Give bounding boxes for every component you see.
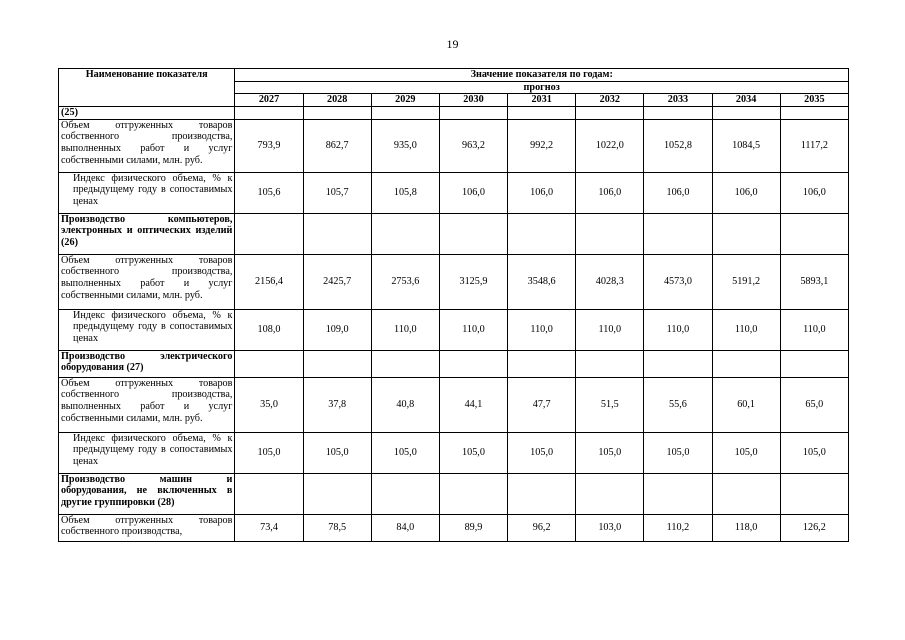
value-cell: 105,0 bbox=[508, 432, 576, 473]
value-cell bbox=[371, 107, 439, 120]
value-cell bbox=[439, 350, 507, 377]
value-cell: 110,0 bbox=[439, 309, 507, 350]
value-cell: 105,0 bbox=[371, 432, 439, 473]
year-header-cell: 2032 bbox=[576, 94, 644, 107]
year-header-cell: 2029 bbox=[371, 94, 439, 107]
value-cell: 110,0 bbox=[508, 309, 576, 350]
table-row bbox=[59, 377, 849, 432]
value-cell bbox=[576, 107, 644, 120]
indicator-name-cell: Производство компьютеров, электронных и оптических изделий (26) bbox=[59, 213, 235, 254]
year-header-cell: 2031 bbox=[508, 94, 576, 107]
value-cell bbox=[235, 350, 303, 377]
value-cell bbox=[235, 473, 303, 514]
year-header-cell: 2028 bbox=[303, 94, 371, 107]
indicator-name-cell: Индекс физического объема, % к предыдущему году в сопоставимых ценах bbox=[59, 172, 235, 213]
value-cell bbox=[508, 213, 576, 254]
value-cell: 4028,3 bbox=[576, 254, 644, 309]
value-cell: 5191,2 bbox=[712, 254, 780, 309]
table-row bbox=[59, 309, 849, 350]
value-cell bbox=[303, 473, 371, 514]
table-row bbox=[59, 254, 849, 309]
table-row bbox=[59, 107, 849, 120]
value-cell: 110,2 bbox=[644, 514, 712, 541]
value-cell bbox=[712, 213, 780, 254]
value-cell: 5893,1 bbox=[780, 254, 848, 309]
indicator-name-cell: Индекс физического объема, % к предыдущему году в сопоставимых ценах bbox=[59, 432, 235, 473]
indicator-name-cell: Объем отгруженных товаров собственного производства, выполненных работ и услуг собственными силами, млн. руб. bbox=[59, 377, 235, 432]
value-cell: 65,0 bbox=[780, 377, 848, 432]
indicator-name-cell: Производство электрического оборудования (27) bbox=[59, 350, 235, 377]
value-cell: 109,0 bbox=[303, 309, 371, 350]
value-cell: 78,5 bbox=[303, 514, 371, 541]
value-cell: 84,0 bbox=[371, 514, 439, 541]
value-cell bbox=[644, 473, 712, 514]
value-cell: 1117,2 bbox=[780, 119, 848, 172]
value-cell: 108,0 bbox=[235, 309, 303, 350]
value-cell: 55,6 bbox=[644, 377, 712, 432]
value-cell bbox=[371, 350, 439, 377]
indicator-name-cell: Объем отгруженных товаров собственного производства, bbox=[59, 514, 235, 541]
indicator-name-cell: Объем отгруженных товаров собственного производства, выполненных работ и услуг собственными силами, млн. руб. bbox=[59, 119, 235, 172]
value-cell: 73,4 bbox=[235, 514, 303, 541]
value-cell bbox=[644, 350, 712, 377]
table-row bbox=[59, 432, 849, 473]
value-cell bbox=[371, 213, 439, 254]
year-header-cell: 2030 bbox=[439, 94, 507, 107]
table-row bbox=[59, 514, 849, 541]
value-cell: 105,0 bbox=[303, 432, 371, 473]
value-cell: 992,2 bbox=[508, 119, 576, 172]
value-cell: 106,0 bbox=[576, 172, 644, 213]
year-header-cell: 2035 bbox=[780, 94, 848, 107]
value-cell: 96,2 bbox=[508, 514, 576, 541]
page-number: 19 bbox=[446, 37, 459, 51]
value-cell: 118,0 bbox=[712, 514, 780, 541]
value-cell bbox=[712, 107, 780, 120]
value-cell bbox=[508, 350, 576, 377]
value-cell: 105,0 bbox=[780, 432, 848, 473]
value-cell: 2156,4 bbox=[235, 254, 303, 309]
value-cell: 51,5 bbox=[576, 377, 644, 432]
indicator-name-cell: Производство машин и оборудования, не включенных в другие группировки (28) bbox=[59, 473, 235, 514]
value-cell: 103,0 bbox=[576, 514, 644, 541]
value-cell bbox=[235, 107, 303, 120]
value-cell bbox=[780, 473, 848, 514]
value-cell: 106,0 bbox=[780, 172, 848, 213]
value-cell: 106,0 bbox=[508, 172, 576, 213]
value-cell bbox=[439, 213, 507, 254]
value-cell bbox=[780, 350, 848, 377]
value-cell: 105,7 bbox=[303, 172, 371, 213]
year-header-cell: 2033 bbox=[644, 94, 712, 107]
indicator-name-header: Наименование показателя bbox=[59, 69, 235, 107]
table-row bbox=[59, 172, 849, 213]
value-cell bbox=[712, 350, 780, 377]
forecast-header: прогноз bbox=[235, 81, 849, 94]
value-cell: 37,8 bbox=[303, 377, 371, 432]
value-cell: 47,7 bbox=[508, 377, 576, 432]
value-cell: 89,9 bbox=[439, 514, 507, 541]
value-cell: 35,0 bbox=[235, 377, 303, 432]
value-cell bbox=[576, 473, 644, 514]
value-cell: 105,8 bbox=[371, 172, 439, 213]
value-cell bbox=[644, 213, 712, 254]
table-body bbox=[59, 107, 849, 542]
table-row bbox=[59, 213, 849, 254]
value-cell: 40,8 bbox=[371, 377, 439, 432]
value-cell bbox=[439, 473, 507, 514]
value-cell bbox=[576, 213, 644, 254]
value-cell: 1084,5 bbox=[712, 119, 780, 172]
table-row bbox=[59, 473, 849, 514]
value-cell: 1052,8 bbox=[644, 119, 712, 172]
value-cell bbox=[576, 350, 644, 377]
value-cell: 105,0 bbox=[439, 432, 507, 473]
indicator-name-cell: (25) bbox=[59, 107, 235, 120]
value-cell: 110,0 bbox=[576, 309, 644, 350]
value-cell bbox=[712, 473, 780, 514]
value-cell bbox=[303, 213, 371, 254]
value-cell: 862,7 bbox=[303, 119, 371, 172]
value-cell: 3548,6 bbox=[508, 254, 576, 309]
value-cell bbox=[235, 213, 303, 254]
value-cell bbox=[644, 107, 712, 120]
value-cell bbox=[508, 107, 576, 120]
value-cell: 963,2 bbox=[439, 119, 507, 172]
value-cell: 106,0 bbox=[712, 172, 780, 213]
values-by-year-header: Значение показателя по годам: bbox=[235, 69, 849, 82]
value-cell bbox=[508, 473, 576, 514]
value-cell: 935,0 bbox=[371, 119, 439, 172]
value-cell bbox=[303, 107, 371, 120]
value-cell: 110,0 bbox=[644, 309, 712, 350]
value-cell: 105,0 bbox=[576, 432, 644, 473]
table-row bbox=[59, 350, 849, 377]
forecast-table bbox=[58, 68, 849, 542]
value-cell: 105,0 bbox=[712, 432, 780, 473]
value-cell bbox=[371, 473, 439, 514]
value-cell: 3125,9 bbox=[439, 254, 507, 309]
value-cell bbox=[780, 213, 848, 254]
value-cell: 110,0 bbox=[712, 309, 780, 350]
value-cell: 105,0 bbox=[644, 432, 712, 473]
value-cell: 110,0 bbox=[371, 309, 439, 350]
indicator-name-cell: Объем отгруженных товаров собственного производства, выполненных работ и услуг собственными силами, млн. руб. bbox=[59, 254, 235, 309]
value-cell: 105,0 bbox=[235, 432, 303, 473]
value-cell: 105,6 bbox=[235, 172, 303, 213]
value-cell bbox=[439, 107, 507, 120]
value-cell: 126,2 bbox=[780, 514, 848, 541]
value-cell: 1022,0 bbox=[576, 119, 644, 172]
value-cell bbox=[780, 107, 848, 120]
value-cell: 2425,7 bbox=[303, 254, 371, 309]
table-row bbox=[59, 119, 849, 172]
value-cell: 2753,6 bbox=[371, 254, 439, 309]
value-cell: 106,0 bbox=[644, 172, 712, 213]
indicator-name-cell: Индекс физического объема, % к предыдущему году в сопоставимых ценах bbox=[59, 309, 235, 350]
year-header-cell: 2027 bbox=[235, 94, 303, 107]
value-cell: 60,1 bbox=[712, 377, 780, 432]
value-cell: 4573,0 bbox=[644, 254, 712, 309]
value-cell: 106,0 bbox=[439, 172, 507, 213]
value-cell: 110,0 bbox=[780, 309, 848, 350]
value-cell: 44,1 bbox=[439, 377, 507, 432]
value-cell bbox=[303, 350, 371, 377]
year-header-cell: 2034 bbox=[712, 94, 780, 107]
value-cell: 793,9 bbox=[235, 119, 303, 172]
